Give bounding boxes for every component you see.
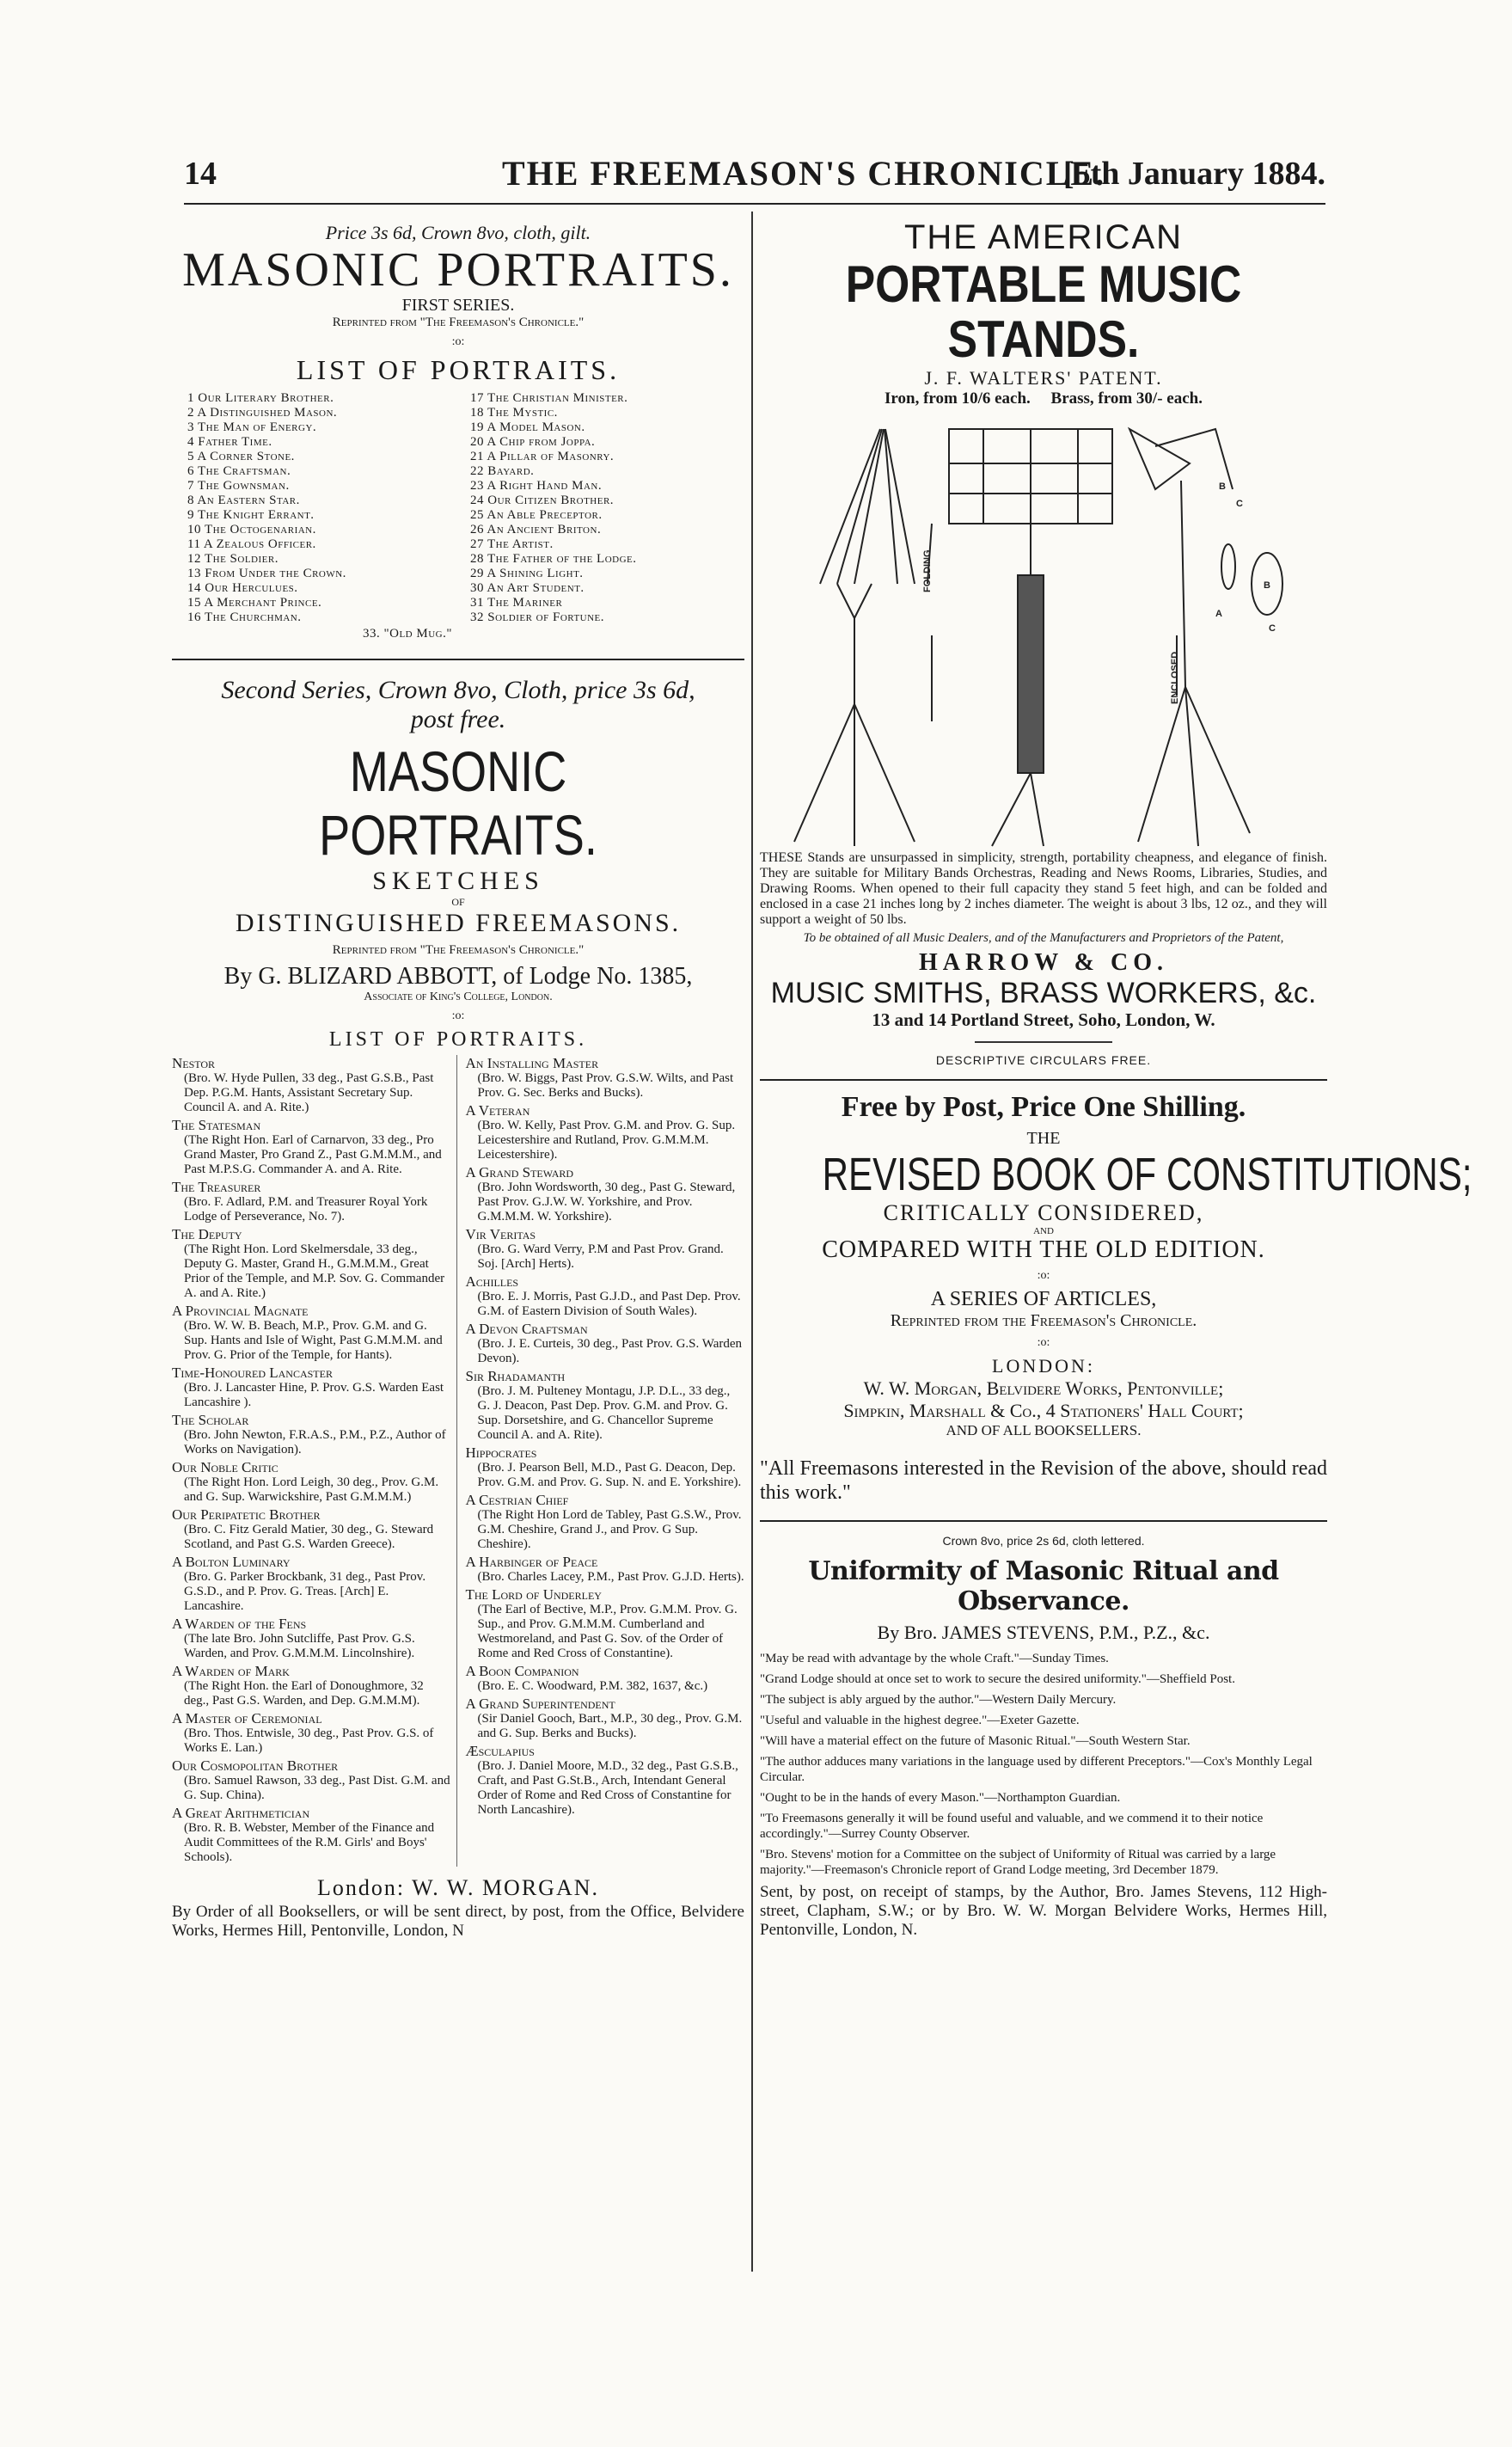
portrait-entry — [466, 1444, 745, 1490]
portrait-list-item: 4 Father Time. — [187, 435, 272, 449]
ad-title: MASONIC PORTRAITS. — [319, 739, 597, 867]
portrait-entry — [466, 1663, 745, 1694]
portrait-list-item: 28 The Father of the Lodge. — [470, 552, 637, 566]
portrait-details: (Bro. W. W. B. Beach, M.P., Prov. G.M. and G. Sup. Hants and Isle of Wight, Past G.M.M.M. and Prov. G. Prior of the Temple, for Hants). — [184, 1319, 443, 1362]
fig-label-c: C — [1236, 499, 1243, 509]
portrait-role: Nestor — [172, 1055, 216, 1071]
portrait-list-item: 6 The Craftsman. — [187, 464, 291, 478]
column-divider — [751, 212, 753, 2272]
portrait-details: (Bro. G. Parker Brockbank, 31 deg., Past Prov. G.S.D., and P. Prov. G. Treas. [Arch] E. Lancashire. — [184, 1570, 426, 1613]
portrait-details: (Bro. John Wordsworth, 30 deg., Past G. Steward, Past Prov. G.J.W. W. Yorkshire, and Prov. G.M.M.M. W. Yorkshire). — [477, 1181, 736, 1224]
portrait-details: (Bro. John Newton, F.R.A.S., P.M., P.Z., Author of Works on Navigation). — [184, 1428, 446, 1457]
second-series-line: Second Series, Crown 8vo, Cloth, price 3s 6d, — [221, 676, 695, 704]
portrait-list-item: 32 Soldier of Fortune. — [470, 610, 605, 624]
portrait-list-item: 19 A Model Mason. — [470, 420, 585, 434]
portrait-list-item: 13 From Under the Crown. — [187, 567, 346, 580]
reprinted-note: Reprinted from "The Freemason's Chronicle." — [332, 316, 585, 329]
portrait-entry — [172, 1117, 451, 1177]
portrait-list-col2 — [470, 391, 744, 625]
portrait-entry — [466, 1696, 745, 1741]
separator: :o: — [1037, 1269, 1050, 1282]
book-title: REVISED BOOK OF CONSTITUTIONS; — [822, 1149, 1472, 1200]
portrait-role: Our Peripatetic Brother — [172, 1506, 321, 1523]
portrait-details: (Bro. R. B. Webster, Member of the Finance and Audit Committees of the R.M. Girls' and Boys' Schools). — [184, 1821, 435, 1864]
portrait-list-item: 12 The Soldier. — [187, 552, 279, 566]
compared-line: COMPARED WITH THE OLD EDITION. — [822, 1236, 1265, 1263]
review-quote: "Grand Lodge should at once set to work to secure the desired uniformity."—Sheffield Post. — [760, 1672, 1235, 1686]
portrait-entries — [172, 1055, 744, 1867]
portrait-role: A Grand Steward — [465, 1164, 574, 1181]
fig-label-a: A — [1215, 609, 1222, 619]
series-line: A SERIES OF ARTICLES, — [930, 1288, 1157, 1310]
portrait-list-item: 14 Our Herculues. — [187, 581, 298, 595]
portrait-role: An Installing Master — [465, 1055, 599, 1071]
portrait-role: Time-Honoured Lancaster — [172, 1365, 333, 1381]
subject-label: DISTINGUISHED FREEMASONS. — [235, 909, 682, 937]
separator: :o: — [451, 335, 465, 348]
portrait-entry — [172, 1055, 451, 1115]
issue-date: [5th January 1884. — [1062, 156, 1325, 192]
portrait-entry — [466, 1743, 745, 1818]
review-quote: "To Freemasons generally it will be found useful and valuable, and we commend it to their notice accordingly."—Surrey County Observer. — [760, 1812, 1264, 1841]
portrait-role: Our Noble Critic — [172, 1459, 279, 1475]
portrait-list-item: 8 An Eastern Star. — [187, 494, 300, 507]
portrait-details: (Bro. E. C. Woodward, P.M. 382, 1637, &c.) — [477, 1679, 708, 1693]
portrait-list-item: 18 The Mystic. — [470, 406, 558, 420]
portrait-details: (The Earl of Bective, M.P., Prov. G.M.M. Prov. G. Sup., and Prov. G.M.M.M. Cumberland and Westmoreland, and Past G. Sov. of the Order of Rome and Red Cross of Constantine). — [477, 1603, 738, 1660]
ad-book-of-constitutions — [760, 1091, 1472, 1505]
portrait-list-item: 17 The Christian Minister. — [470, 391, 628, 405]
portrait-list-item: 10 The Octogenarian. — [187, 523, 316, 537]
review-quote: "Ought to be in the hands of every Mason."—Northampton Guardian. — [760, 1791, 1121, 1805]
price-line: Price 3s 6d, Crown 8vo, cloth, gilt. — [325, 222, 591, 243]
portrait-details: (The Right Hon Lord de Tabley, Past G.S.W., Prov. G.M. Cheshire, Grand J., and Prov. G Sup. Cheshire). — [477, 1508, 742, 1551]
portrait-list-item: 22 Bayard. — [470, 464, 535, 478]
portrait-role: Hippocrates — [465, 1444, 537, 1461]
divider — [760, 1520, 1327, 1522]
price-line: Crown 8vo, price 2s 6d, cloth lettered. — [942, 1534, 1145, 1548]
portrait-role: The Deputy — [172, 1226, 242, 1242]
portrait-list-item: 26 An Ancient Briton. — [470, 523, 602, 537]
left-column — [172, 215, 744, 1941]
critically-line: CRITICALLY CONSIDERED, — [883, 1200, 1204, 1225]
portrait-entry — [466, 1226, 745, 1272]
portrait-role: A Warden of the Fens — [172, 1616, 307, 1632]
portrait-role: A Cestrian Chief — [465, 1492, 569, 1508]
portrait-role: A Veteran — [465, 1102, 530, 1119]
portrait-list-item: 20 A Chip from Joppa. — [470, 435, 596, 449]
portrait-details: (Bro. Charles Lacey, P.M., Past Prov. G.J.D. Herts). — [477, 1570, 744, 1584]
portrait-details: (Bro. G. Ward Verry, P.M and Past Prov. Grand. Soj. [Arch] Herts). — [477, 1242, 724, 1271]
author-line: By Bro. JAMES STEVENS, P.M., P.Z., &c. — [877, 1622, 1210, 1643]
author-line: By G. BLIZARD ABBOTT, of Lodge No. 1385, — [223, 963, 693, 990]
book-title: Uniformity of Masonic Ritual and Observance. — [808, 1556, 1279, 1616]
portrait-details: (The Right Hon. Lord Leigh, 30 deg., Prov. G.M. and G. Sup. Warwickshire, Past G.M.M.M.) — [184, 1475, 439, 1504]
portrait-details: (The Right Hon. Earl of Carnarvon, 33 deg., Pro Grand Master, Pro Grand Z., Past G.M.M.M., and Past M.P.S.G. Commander A. and A. Rite. — [184, 1133, 442, 1176]
portrait-details: (Bro. J. Lancaster Hine, P. Prov. G.S. Warden East Lancashire ). — [184, 1381, 444, 1409]
portrait-list-item: 31 The Mariner — [470, 596, 563, 610]
review-quote: "Will have a material effect on the future of Masonic Ritual."—South Western Star. — [760, 1734, 1191, 1748]
booksellers-line: AND OF ALL BOOKSELLERS. — [946, 1422, 1142, 1438]
ad-masonic-portraits-first — [172, 222, 744, 641]
portrait-list-item: 30 An Art Student. — [470, 581, 585, 595]
entries-col1 — [172, 1055, 457, 1867]
portrait-role: The Scholar — [172, 1412, 249, 1428]
free-by-post: Free by Post, Price One Shilling. — [841, 1091, 1246, 1123]
portrait-list-item: 25 An Able Preceptor. — [470, 508, 603, 522]
the-label: THE — [1026, 1129, 1061, 1148]
portrait-list-item: 1 Our Literary Brother. — [187, 391, 334, 405]
short-rule — [975, 1041, 1112, 1043]
portrait-details: (Bro. F. Adlard, P.M. and Treasurer Royal York Lodge of Perseverance, No. 7). — [184, 1195, 428, 1224]
price-line: Iron, from 10/6 each. Brass, from 30/- each. — [885, 389, 1203, 408]
entries-col2 — [466, 1055, 745, 1867]
page-number: 14 — [184, 156, 217, 192]
portrait-list-item: 7 The Gownsman. — [187, 479, 290, 493]
portrait-list-item: 9 The Knight Errant. — [187, 508, 315, 522]
portrait-role: A Provincial Magnate — [172, 1303, 309, 1319]
list-title: LIST OF PORTRAITS. — [328, 1028, 588, 1051]
divider — [760, 1079, 1327, 1081]
separator: :o: — [1037, 1336, 1050, 1349]
publisher-line: London: W. W. MORGAN. — [316, 1875, 600, 1900]
maker-address: 13 and 14 Portland Street, Soho, London, W. — [872, 1009, 1215, 1030]
portrait-entry — [172, 1506, 451, 1552]
separator: :o: — [451, 1009, 465, 1022]
freemasons-quote: "All Freemasons interested in the Revision of the above, should read this work." — [760, 1457, 1327, 1504]
associate-line: Associate of King's College, London. — [364, 990, 553, 1003]
portrait-list-item: 5 A Corner Stone. — [187, 450, 295, 463]
portrait-entry — [466, 1586, 745, 1661]
portrait-entry — [466, 1554, 745, 1585]
portrait-entry — [172, 1663, 451, 1708]
portrait-details: (Bro. W. Hyde Pullen, 33 deg., Past G.S.B., Past Dep. P.G.M. Hants, Assistant Secretary Sup. Council A. and A. Rite.) — [184, 1071, 434, 1114]
portrait-entry — [172, 1459, 451, 1505]
review-quote: "The subject is ably argued by the author."—Western Daily Mercury. — [760, 1693, 1117, 1707]
portrait-list-col1 — [187, 391, 462, 625]
portrait-role: Vir Veritas — [465, 1226, 536, 1242]
folding-label: FOLDING — [922, 549, 933, 592]
obtain-note: To be obtained of all Music Dealers, and of the Manufacturers and Proprietors of the Patent, — [803, 931, 1284, 945]
publisher-morgan: W. W. Morgan, Belvidere Works, Pentonville; — [863, 1377, 1224, 1399]
portrait-list-item: 3 The Man of Energy. — [187, 420, 317, 434]
ad-music-stands — [760, 218, 1327, 1067]
review-quote: "Bro. Stevens' motion for a Committee on the subject of Uniformity of Ritual was carried by a large majority."—Freemason's Chronicle report of Grand Lodge meeting, 3rd December 1879. — [760, 1848, 1276, 1877]
portrait-list-item: 11 A Zealous Officer. — [187, 537, 316, 551]
portrait-details: (Bro. J. M. Pulteney Montagu, J.P. D.L., 33 deg., G. J. Deacon, Past Dep. Prov. G.M. and Prov. G. Sup. Dorsetshire, and G. Chancellor Supreme Council A. and A. Rite). — [477, 1384, 731, 1442]
portrait-list-item: 27 The Artist. — [470, 537, 554, 551]
portrait-entry — [172, 1554, 451, 1614]
and-label: AND — [1033, 1226, 1054, 1236]
portrait-role: A Warden of Mark — [172, 1663, 290, 1679]
of-label: OF — [451, 896, 465, 908]
portrait-details: (Bro. J. Daniel Moore, M.D., 32 deg., Past G.S.B., Craft, and Past G.St.B., Arch, Intendant General Order of Rome and Red Cross of Constantine for North Lancashire). — [477, 1759, 738, 1817]
portrait-details: (Bro. Thos. Entwisle, 30 deg., Past Prov. G.S. of Works E. Lan.) — [184, 1726, 434, 1755]
order-note: By Order of all Booksellers, or will be sent direct, by post, from the Office, Belvidere Works, Hermes Hill, Pentonville, London, N — [172, 1903, 744, 1940]
portrait-list-last: 33. "Old Mug." — [363, 627, 452, 641]
portrait-entry — [466, 1321, 745, 1366]
portrait-entry — [466, 1055, 745, 1101]
portrait-role: A Great Arithmetician — [172, 1805, 310, 1821]
music-stand-illustration — [786, 412, 1301, 850]
enclosed-label: ENCLOSED — [1170, 651, 1180, 704]
music-stand-engraving — [786, 412, 1301, 850]
maker-name: HARROW & CO. — [918, 949, 1169, 976]
series-label: FIRST SERIES. — [401, 296, 515, 315]
portrait-entry — [172, 1412, 451, 1457]
portrait-role: The Lord of Underley — [465, 1586, 602, 1603]
the-american-label: THE AMERICAN — [903, 218, 1184, 256]
header-rule — [184, 203, 1325, 205]
portrait-list-item: 2 A Distinguished Mason. — [187, 406, 338, 420]
portrait-details: (Bro. W. Kelly, Past Prov. G.M. and Prov. G. Sup. Leicestershire and Rutland, Prov. G.M.M.M. Leicestershire). — [477, 1119, 736, 1162]
portrait-list-item: 16 The Churchman. — [187, 610, 302, 624]
portrait-entry — [172, 1616, 451, 1661]
sent-by-post-note: Sent, by post, on receipt of stamps, by the Author, Bro. James Stevens, 112 High-street, Clapham, S.W.; or by Bro. W. W. Morgan Belvidere Works, Hermes Hill, Pentonville, London, N. — [760, 1883, 1327, 1939]
portrait-role: A Devon Craftsman — [465, 1321, 588, 1337]
review-quote: "Useful and valuable in the highest degree."—Exeter Gazette. — [760, 1714, 1080, 1727]
ad-title: MASONIC PORTRAITS. — [182, 243, 734, 297]
portrait-role: Achilles — [465, 1273, 519, 1290]
review-quote: "The author adduces many variations in the language used by different Preceptors."—Cox's Monthly Legal Circular. — [760, 1755, 1313, 1784]
sketches-label: SKETCHES — [372, 867, 544, 895]
portrait-details: (Bro. J. Pearson Bell, M.D., Past G. Deacon, Dep. Prov. G.M. and Prov. G. Sup. N. and E. Yorkshire). — [477, 1461, 742, 1489]
right-column — [760, 215, 1472, 1940]
stands-description: THESE Stands are unsurpassed in simplicity, strength, portability cheapness, and elegance of finish. They are suitable for Military Bands Orchestras, Reading and News Rooms, Libraries, Studies, and Drawing Rooms. When opened to their full capacity they stand 5 feet high, and can be folded and enclosed in a case 21 inches long by 2 inches diameter. The weight is about 3 lbs, 12 oz., and they will support a weight of 50 lbs. — [760, 850, 1327, 927]
portrait-role: The Statesman — [172, 1117, 261, 1133]
portrait-entry — [466, 1102, 745, 1162]
portrait-list-item: 24 Our Citizen Brother. — [470, 494, 615, 507]
portrait-entry — [172, 1179, 451, 1224]
portrait-role: A Boon Companion — [465, 1663, 579, 1679]
post-free-line: post free. — [410, 705, 506, 733]
portrait-details: (Bro. J. E. Curteis, 30 deg., Past Prov. G.S. Warden Devon). — [477, 1337, 743, 1365]
portrait-role: Sir Rhadamanth — [465, 1368, 566, 1384]
portrait-entry — [172, 1757, 451, 1803]
portrait-role: A Master of Ceremonial — [172, 1710, 322, 1726]
portrait-entry — [172, 1805, 451, 1865]
portrait-role: A Bolton Luminary — [172, 1554, 291, 1570]
portrait-entry — [466, 1368, 745, 1443]
portrait-list-item: 21 A Pillar of Masonry. — [470, 450, 615, 463]
fig-label-b: B — [1219, 481, 1226, 492]
reprinted-line: Reprinted from the Freemason's Chronicle. — [890, 1311, 1197, 1330]
london-label: LONDON: — [992, 1355, 1095, 1377]
page-header — [184, 148, 1325, 199]
ad-uniformity-ritual — [760, 1534, 1327, 1940]
review-quote: "May be read with advantage by the whole Craft."—Sunday Times. — [760, 1652, 1109, 1665]
portrait-role: The Treasurer — [172, 1179, 261, 1195]
portrait-entry — [172, 1710, 451, 1756]
reprinted-note: Reprinted from "The Freemason's Chronicle." — [332, 943, 585, 957]
portrait-entry — [466, 1492, 745, 1552]
newspaper-title: THE FREEMASON'S CHRONICLE. — [502, 154, 1106, 193]
portrait-details: (The late Bro. John Sutcliffe, Past Prov. G.S. Warden, and Prov. G.M.M.M. Lincolnshire). — [184, 1632, 415, 1660]
portrait-role: Our Cosmopolitan Brother — [172, 1757, 339, 1774]
portrait-entry — [466, 1164, 745, 1224]
maker-trade: MUSIC SMITHS, BRASS WORKERS, &c. — [770, 977, 1317, 1009]
portrait-details: (The Right Hon. Lord Skelmersdale, 33 deg., Deputy G. Master, Grand H., G.M.M.M., Great Prior of the Temple, and M.P. Sov. G. Commander A. and A. Rite.) — [184, 1242, 445, 1300]
portrait-details: (Bro. Samuel Rawson, 33 deg., Past Dist. G.M. and G. Sup. China). — [184, 1774, 450, 1802]
fig-label-b2: B — [1264, 580, 1270, 591]
portrait-details: (Bro. E. J. Morris, Past G.J.D., and Past Dep. Prov. G.M. of Eastern Division of South Wales). — [477, 1290, 741, 1318]
ad-masonic-portraits-second — [172, 676, 744, 1941]
portrait-entry — [466, 1273, 745, 1319]
circulars-note: DESCRIPTIVE CIRCULARS FREE. — [935, 1053, 1152, 1067]
portrait-list-item: 15 A Merchant Prince. — [187, 596, 322, 610]
portrait-entry — [172, 1303, 451, 1363]
portrait-list — [172, 391, 744, 625]
ad-title: PORTABLE MUSIC STANDS. — [845, 255, 1242, 368]
portrait-entry — [172, 1365, 451, 1410]
review-quotes — [760, 1651, 1327, 1878]
fig-label-c2: C — [1269, 623, 1276, 634]
publisher-simpkin: Simpkin, Marshall & Co., 4 Stationers' Hall Court; — [843, 1400, 1244, 1421]
portrait-entry — [172, 1226, 451, 1301]
portrait-list-item: 23 A Right Hand Man. — [470, 479, 603, 493]
portrait-details: (Bro. C. Fitz Gerald Matier, 30 deg., G. Steward Scotland, and Past G.S. Warden Greece). — [184, 1523, 434, 1551]
portrait-role: A Grand Superintendent — [465, 1696, 615, 1712]
divider — [172, 659, 744, 660]
portrait-details: (Sir Daniel Gooch, Bart., M.P., 30 deg., Prov. G.M. and G. Sup. Berks and Bucks). — [477, 1712, 743, 1740]
portrait-role: Æsculapius — [465, 1743, 535, 1759]
portrait-details: (Bro. W. Biggs, Past Prov. G.S.W. Wilts, and Past Prov. G. Sec. Berks and Bucks). — [477, 1071, 734, 1100]
list-title: LIST OF PORTRAITS. — [296, 354, 621, 385]
portrait-list-item: 29 A Shining Light. — [470, 567, 584, 580]
portrait-details: (The Right Hon. the Earl of Donoughmore, 32 deg., Past G.S. Warden, and Dep. G.M.M.M). — [184, 1679, 424, 1708]
portrait-role: A Harbinger of Peace — [465, 1554, 598, 1570]
patent-line: J. F. WALTERS' PATENT. — [924, 367, 1163, 389]
